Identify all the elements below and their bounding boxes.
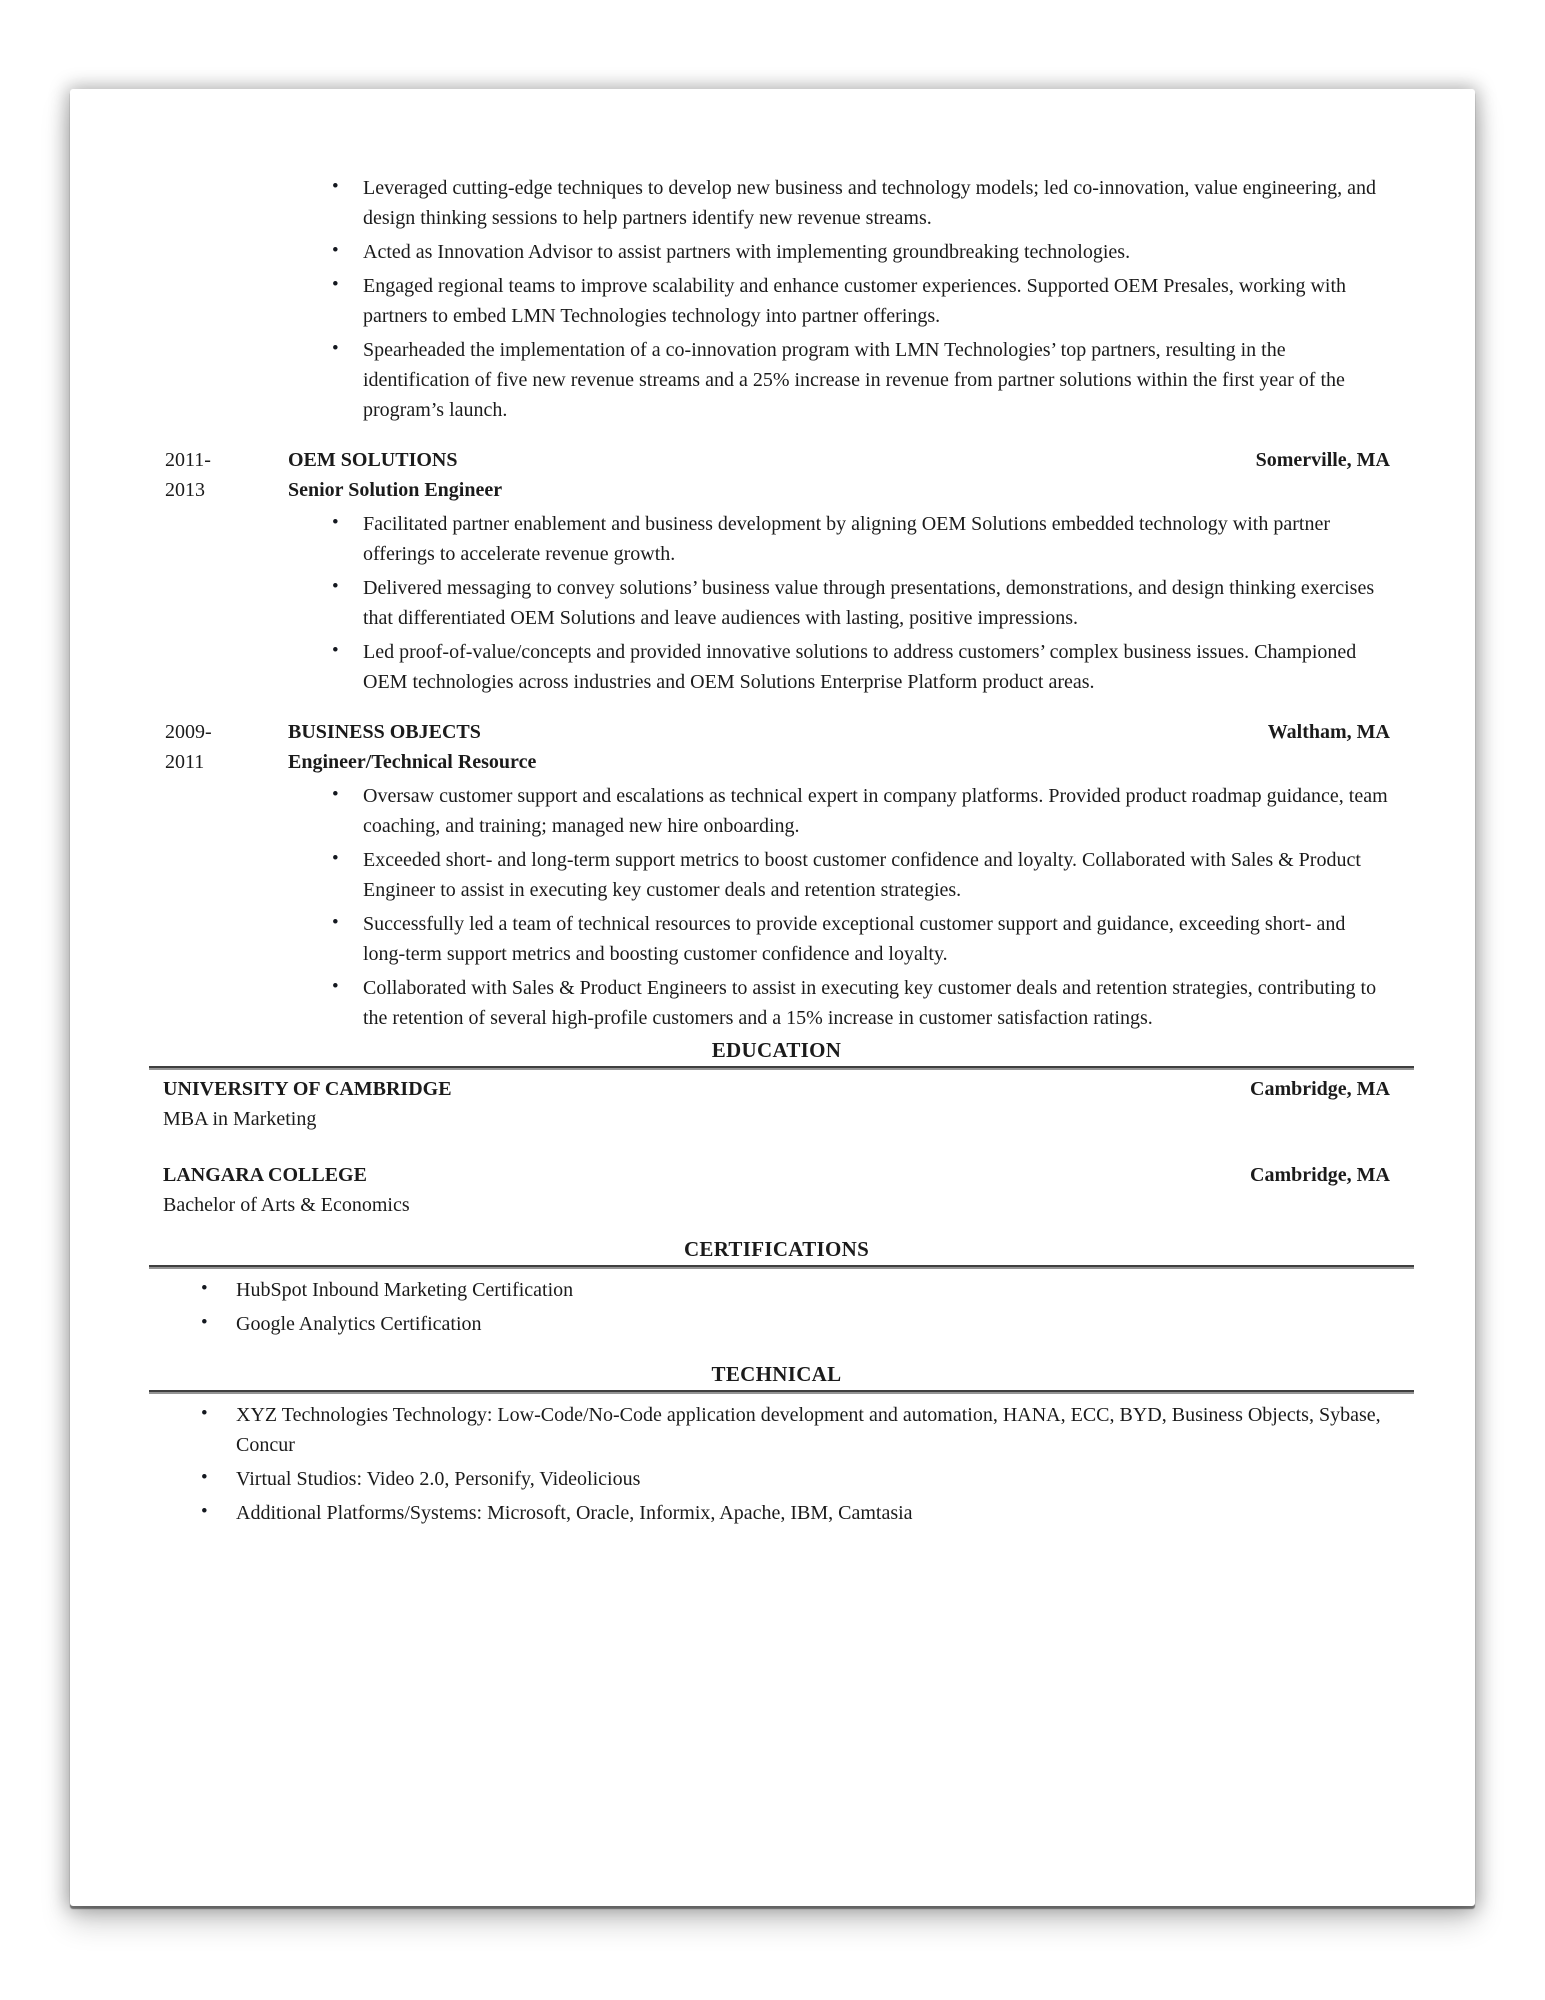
certification-item: • Google Analytics Certification [163, 1309, 1390, 1339]
section-divider [149, 1066, 1414, 1070]
education-entry [163, 1074, 1390, 1134]
job-entry-business-objects [163, 717, 1390, 1033]
experience-bullet: • Oversaw customer support and escalations as technical expert in company platforms. Provided product roadmap guidance, team coaching, and training; managed new hire onboarding. [163, 781, 1390, 841]
section-divider [149, 1265, 1414, 1269]
experience-bullet: • Led proof-of-value/concepts and provided innovative solutions to address customers’ complex business issues. Championed OEM technologies across industries and OEM Solutions Enterprise Platform product areas. [163, 637, 1390, 697]
experience-bullet: • Leveraged cutting-edge techniques to develop new business and technology models; led co-innovation, value engineering, and design thinking sessions to help partners identify new revenue streams. [163, 173, 1390, 233]
experience-bullet: • Spearheaded the implementation of a co-innovation program with LMN Technologies’ top partners, resulting in the identification of five new revenue streams and a 25% increase in revenue from partner solutions within the first year of the program’s launch. [163, 335, 1390, 425]
date-start: 2009- [165, 721, 212, 743]
job-location: Somerville, MA [1255, 449, 1390, 471]
job-main [288, 717, 1390, 777]
experience-bullet: • Acted as Innovation Advisor to assist partners with implementing groundbreaking technologies. [163, 237, 1390, 267]
company-name: BUSINESS OBJECTS [288, 721, 481, 743]
school-location: Cambridge, MA [1250, 1078, 1390, 1100]
date-start: 2011- [165, 449, 211, 471]
experience-bullet-list [163, 509, 1390, 697]
experience-bullet-list [163, 173, 1390, 425]
section-title: CERTIFICATIONS [683, 1237, 870, 1261]
certification-list [163, 1275, 1390, 1339]
date-range [165, 445, 285, 505]
section-education [163, 1037, 1390, 1220]
degree: Bachelor of Arts & Economics [163, 1194, 410, 1216]
technical-item: • Virtual Studios: Video 2.0, Personify, Videolicious [163, 1464, 1390, 1494]
school-location: Cambridge, MA [1250, 1164, 1390, 1186]
certification-item: • HubSpot Inbound Marketing Certification [163, 1275, 1390, 1305]
section-title: TECHNICAL [711, 1362, 842, 1386]
job-title: Engineer/Technical Resource [288, 751, 537, 773]
date-range [165, 717, 285, 777]
experience-bullet: • Collaborated with Sales & Product Engineers to assist in executing key customer deals and retention strategies, contributing to the retention of several high-profile customers and a 15% increase in customer satisfaction ratings. [163, 973, 1390, 1033]
resume-content [70, 89, 1475, 1528]
experience-bullet: • Facilitated partner enablement and business development by aligning OEM Solutions embedded technology with partner offerings to accelerate revenue growth. [163, 509, 1390, 569]
job-entry-oem-solutions [163, 445, 1390, 697]
school-name: LANGARA COLLEGE [163, 1164, 367, 1186]
section-certifications [163, 1236, 1390, 1339]
resume-page [70, 89, 1475, 1906]
company-name: OEM SOLUTIONS [288, 449, 458, 471]
job-header [163, 717, 1390, 777]
technical-list [163, 1400, 1390, 1528]
experience-bullet: • Successfully led a team of technical resources to provide exceptional customer support and guidance, exceeding short- and long-term support metrics and boosting customer confidence and loyalty. [163, 909, 1390, 969]
section-technical [163, 1361, 1390, 1528]
experience-bullet-list [163, 781, 1390, 1033]
section-title: EDUCATION [711, 1038, 842, 1062]
job-location: Waltham, MA [1267, 721, 1390, 743]
experience-bullet: • Exceeded short- and long-term support metrics to boost customer confidence and loyalty. Collaborated with Sales & Product Engineer to assist in executing key customer deals and retention strategies. [163, 845, 1390, 905]
education-entry [163, 1160, 1390, 1220]
experience-bullet: • Delivered messaging to convey solutions’ business value through presentations, demonstrations, and design thinking exercises that differentiated OEM Solutions and leave audiences with lasting, positive impressions. [163, 573, 1390, 633]
job-title: Senior Solution Engineer [288, 479, 503, 501]
date-end: 2013 [165, 479, 205, 501]
section-divider [149, 1390, 1414, 1394]
job-main [288, 445, 1390, 505]
date-end: 2011 [165, 751, 205, 773]
experience-continuation [163, 173, 1390, 425]
school-name: UNIVERSITY OF CAMBRIDGE [163, 1078, 452, 1100]
degree: MBA in Marketing [163, 1108, 317, 1130]
technical-item: • Additional Platforms/Systems: Microsoft, Oracle, Informix, Apache, IBM, Camtasia [163, 1498, 1390, 1528]
technical-item: • XYZ Technologies Technology: Low-Code/No-Code application development and automation, HANA, ECC, BYD, Business Objects, Sybase, Concur [163, 1400, 1390, 1460]
experience-bullet: • Engaged regional teams to improve scalability and enhance customer experiences. Supported OEM Presales, working with partners to embed LMN Technologies technology into partner offerings. [163, 271, 1390, 331]
job-header [163, 445, 1390, 505]
